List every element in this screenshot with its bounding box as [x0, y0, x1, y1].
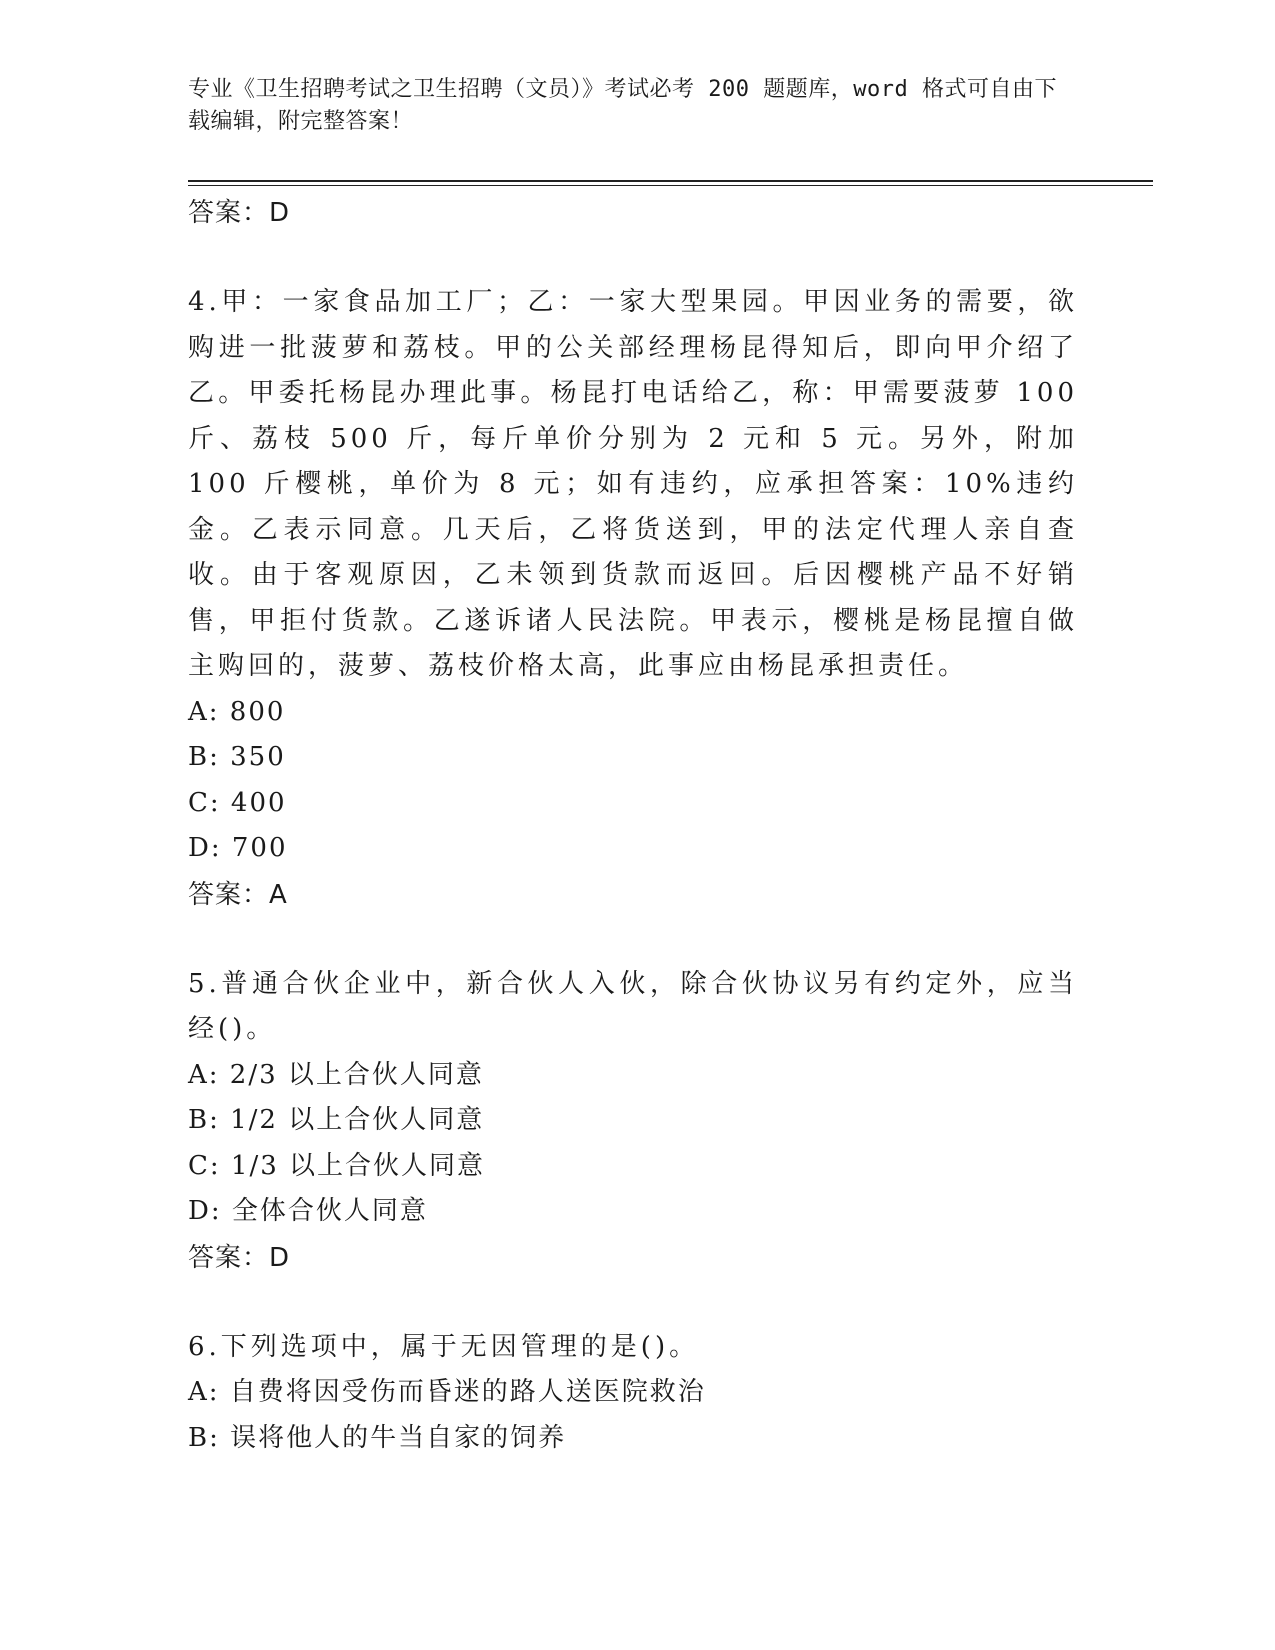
question-4-option-d: D: 700	[188, 833, 288, 863]
question-4-option-b: B: 350	[188, 742, 286, 772]
spacer	[188, 236, 1078, 280]
question-6-option-a: A: 自费将因受伤而昏迷的路人送医院救治	[188, 1377, 706, 1407]
question-6	[188, 1325, 1078, 1462]
question-6-option-b: B: 误将他人的牛当自家的饲养	[188, 1422, 567, 1453]
header-divider-thin	[188, 185, 1153, 186]
question-4-answer: 答案：A	[188, 879, 288, 910]
question-5-option-d: D: 全体合伙人同意	[188, 1196, 428, 1226]
question-5-option-c: C: 1/3 以上合伙人同意	[188, 1150, 486, 1181]
answer-q3: 答案：D	[188, 198, 291, 228]
spacer	[188, 1281, 1078, 1325]
page-header: 专业《卫生招聘考试之卫生招聘（文员）》考试必考 200 题题库，word 格式可自由下载编辑，附完整答案！	[188, 77, 1057, 134]
question-4	[188, 280, 1078, 918]
header-divider	[188, 180, 1153, 182]
question-4-option-a: A: 800	[188, 696, 286, 727]
question-5-stem: 5.普通合伙企业中，新合伙人入伙，除合伙协议另有约定外，应当经()。	[188, 968, 1078, 1044]
question-6-stem: 6.下列选项中，属于无因管理的是()。	[188, 1331, 700, 1362]
question-5	[188, 962, 1078, 1281]
spacer	[188, 918, 1078, 962]
question-5-option-a: A: 2/3 以上合伙人同意	[188, 1059, 484, 1090]
question-4-option-c: C: 400	[188, 787, 287, 818]
document-body	[188, 190, 1078, 1461]
question-4-stem: 4.甲：一家食品加工厂；乙：一家大型果园。甲因业务的需要，欲购进一批菠萝和荔枝。甲的公关部经理杨昆得知后，即向甲介绍了乙。甲委托杨昆办理此事。杨昆打电话给乙，称：甲需要菠萝 100 斤、荔枝 500 斤，每斤单价分别为 2 元和 5 元。另外，附加 100 斤樱桃，单价为 8 元；如有违约，应承担答案：10%违约金。乙表示同意。几天后，乙将货送到，甲的法定代理人亲自查收。由于客观原因，乙未领到货款而返回。后因樱桃产品不好销售，甲拒付货款。乙遂诉诸人民法院。甲表示，樱桃是杨昆擅自做主购回的，菠萝、荔枝价格太高，此事应由杨昆承担责任。	[188, 287, 1078, 681]
question-5-answer: 答案：D	[188, 1242, 291, 1273]
question-5-option-b: B: 1/2 以上合伙人同意	[188, 1105, 485, 1135]
